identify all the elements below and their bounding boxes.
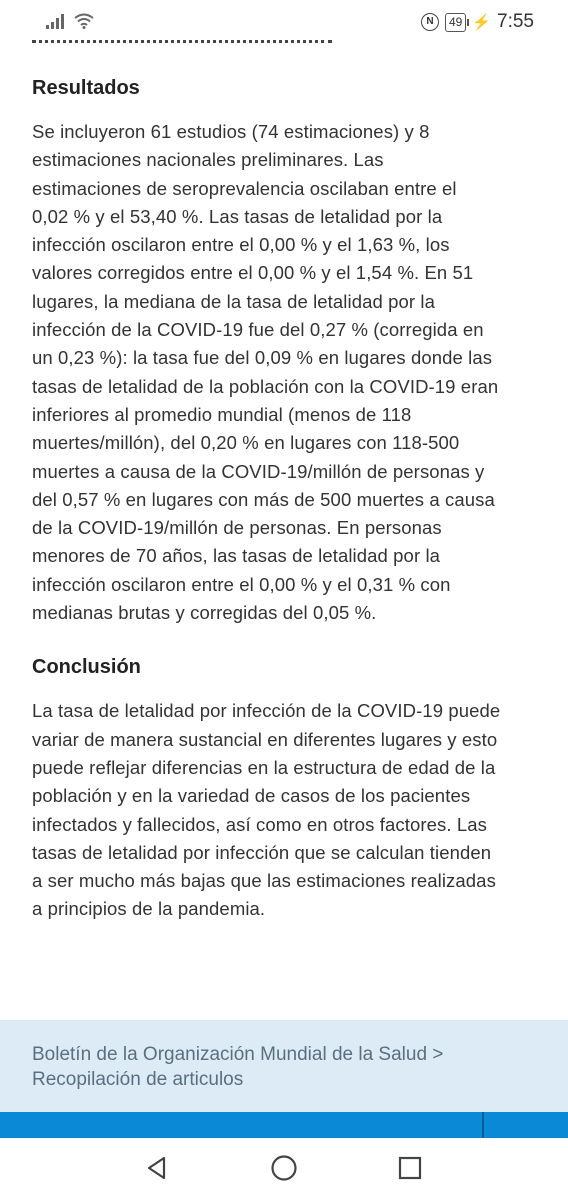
back-button[interactable] xyxy=(143,1154,171,1182)
text-line: menores de 70 años, las tasas de letalidad por la xyxy=(32,545,441,567)
text-line: población y en la variedad de casos de los pacientes xyxy=(32,785,471,807)
breadcrumb-link-bulletin[interactable]: Boletín de la Organización Mundial de la Salud > xyxy=(32,1044,444,1065)
text-line: variar de manera sustancial en diferentes lugares y esto xyxy=(32,728,498,750)
article-content xyxy=(32,74,542,924)
clipped-text-line xyxy=(32,38,332,46)
home-circle-icon xyxy=(270,1154,298,1182)
text-line: estimaciones de seroprevalencia oscilaban entre el xyxy=(32,177,457,199)
text-line: infección oscilaron entre el 0,00 % y el 0,31 % con xyxy=(32,573,451,595)
text-line: infectados y fallecidos, así como en otros factores. Las xyxy=(32,813,487,835)
text-line: del 0,57 % en lugares con más de 500 muertes a causa xyxy=(32,488,495,510)
conclusion-heading: Conclusión xyxy=(32,656,141,679)
home-button[interactable] xyxy=(270,1154,298,1182)
back-triangle-icon xyxy=(144,1155,170,1181)
results-paragraph xyxy=(32,118,542,627)
results-heading: Resultados xyxy=(32,77,140,99)
footer-divider xyxy=(482,1112,484,1138)
text-line: infección oscilaron entre el 0,00 % y el 1,63 %, los xyxy=(32,234,450,256)
text-line: tasas de letalidad por infección que se calculan tienden xyxy=(32,841,492,863)
text-line: lugares, la mediana de la tasa de letalidad por la xyxy=(32,290,436,312)
text-line: La tasa de letalidad por infección de la COVID-19 puede xyxy=(32,700,501,722)
battery-icon: 49 xyxy=(445,13,466,32)
text-line: de la COVID-19/millón de personas. En personas xyxy=(32,517,442,539)
text-line: muertes/millón), del 0,20 % en lugares con 118-500 xyxy=(32,432,460,454)
text-line: inferiores al promedio mundial (menos de 118 xyxy=(32,403,412,425)
text-line: un 0,23 %): la tasa fue del 0,09 % en lugares donde las xyxy=(32,347,493,369)
text-line: muertes a causa de la COVID-19/millón de personas y xyxy=(32,460,485,482)
recents-square-icon xyxy=(397,1155,423,1181)
navigation-bar xyxy=(0,1138,568,1200)
text-line: tasas de letalidad de la población con la COVID-19 eran xyxy=(32,375,499,397)
text-line: medianas brutas y corregidas del 0,05 %. xyxy=(32,602,377,624)
text-line: a principios de la pandemia. xyxy=(32,898,266,920)
signal-icon xyxy=(46,13,68,29)
text-line: a ser mucho más bajas que las estimaciones realizadas xyxy=(32,870,496,892)
recents-button[interactable] xyxy=(396,1154,424,1182)
nfc-icon: N xyxy=(421,13,439,31)
text-line: infección de la COVID-19 fue del 0,27 % (corregida en xyxy=(32,319,484,341)
breadcrumb xyxy=(0,1020,568,1112)
text-line: estimaciones nacionales preliminares. Las xyxy=(32,149,384,171)
footer-bar xyxy=(0,1112,568,1138)
text-line: valores corregidos entre el 0,00 % y el 1,54 %. En 51 xyxy=(32,262,474,284)
conclusion-paragraph xyxy=(32,697,542,923)
text-line: puede reflejar diferencias en la estructura de edad de la xyxy=(32,756,496,778)
clock: 7:55 xyxy=(497,11,534,32)
wifi-icon xyxy=(74,13,94,29)
breadcrumb-link-collection[interactable]: Recopilación de articulos xyxy=(32,1069,244,1090)
text-line: 0,02 % y el 53,40 %. Las tasas de letalidad por la xyxy=(32,205,443,227)
charging-icon: ⚡ xyxy=(472,14,492,31)
text-line: Se incluyeron 61 estudios (74 estimaciones) y 8 xyxy=(32,121,430,142)
